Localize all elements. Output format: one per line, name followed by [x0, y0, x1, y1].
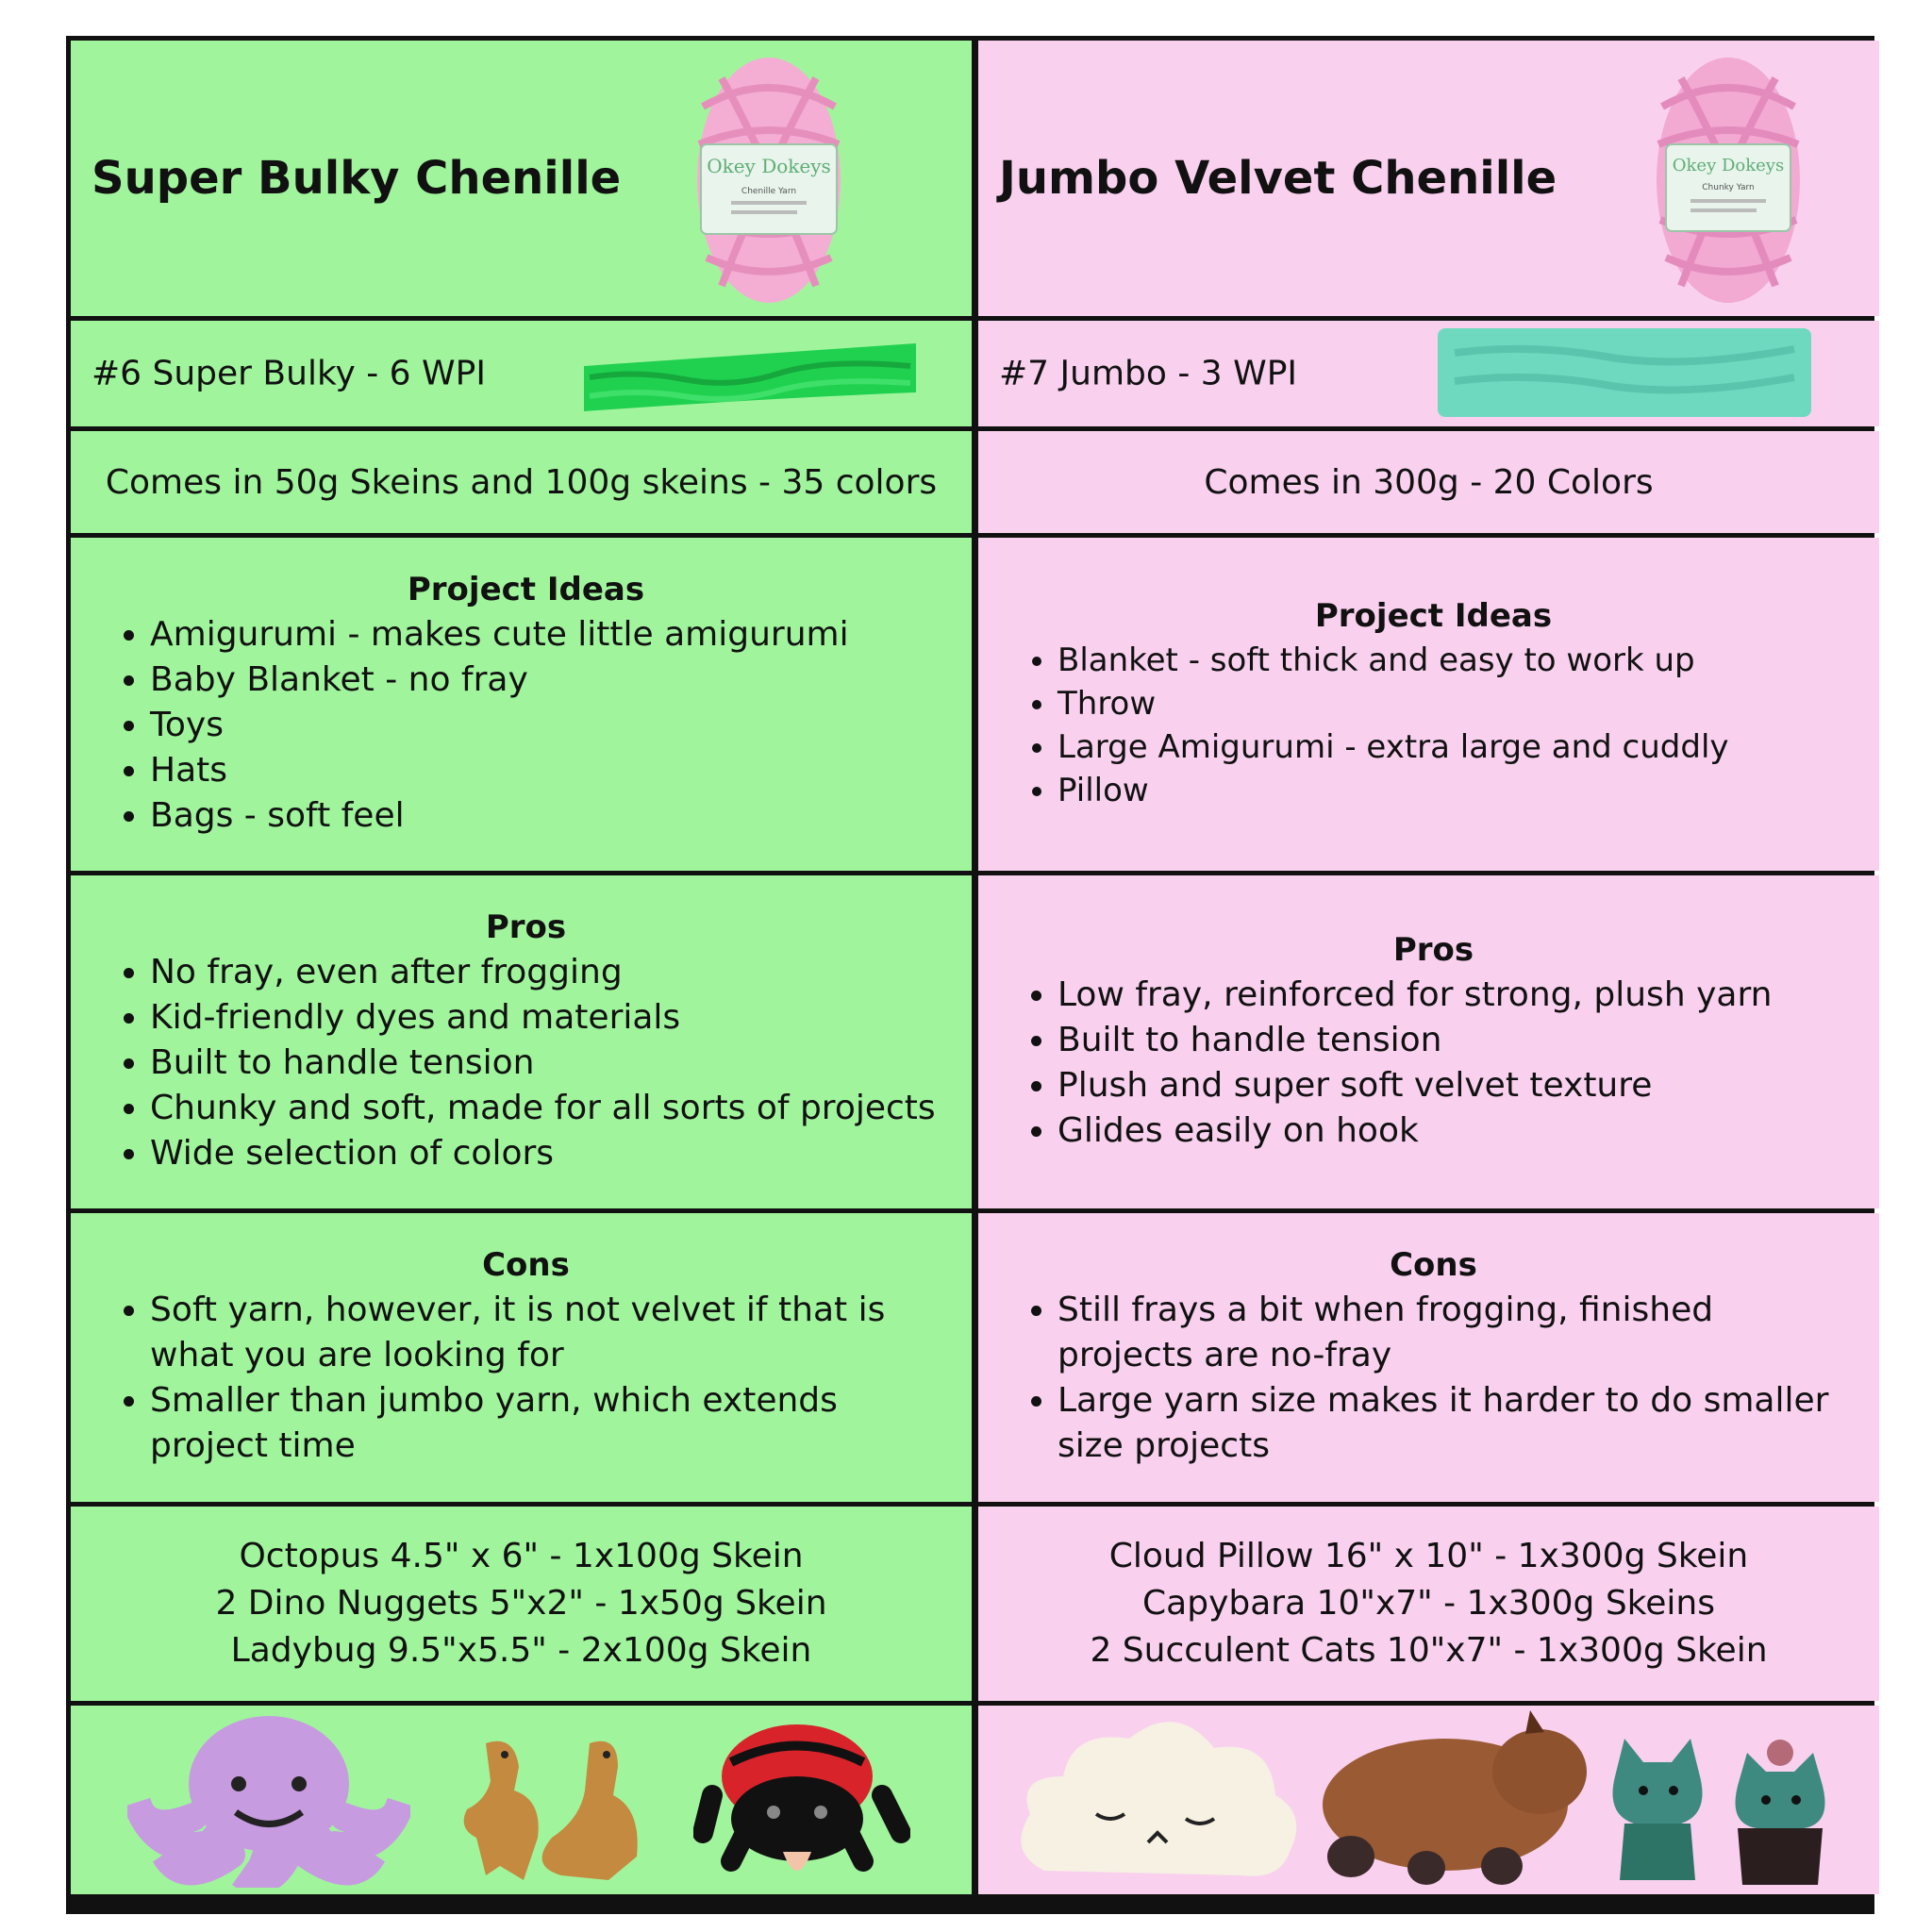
right-ideas-list: [1016, 639, 1851, 812]
left-examples-cell: [71, 1507, 972, 1701]
list-item: • No fray, even after frogging: [150, 950, 943, 995]
right-pros: [978, 875, 1879, 1208]
right-title: Jumbo Velvet Chenille: [999, 152, 1557, 205]
left-photos-cell: [71, 1706, 972, 1894]
list-item: • Plush and super soft velvet texture: [1058, 1063, 1851, 1108]
right-cons-heading: Cons: [1390, 1246, 1477, 1284]
left-cons-list: [108, 1288, 943, 1469]
right-pros-cell: [978, 875, 1879, 1208]
list-item: • Low fray, reinforced for strong, plush yarn: [1058, 973, 1851, 1018]
left-sizes: Comes in 50g Skeins and 100g skeins - 35 colors: [105, 462, 938, 502]
left-weight-cell: [71, 321, 972, 426]
left-skein-sublabel: Chenille Yarn: [741, 187, 797, 196]
left-cons: [71, 1213, 972, 1502]
list-item: • Built to handle tension: [1058, 1018, 1851, 1063]
right-skein-image: [1653, 50, 1804, 309]
list-item: • Pillow: [1058, 769, 1851, 812]
left-cons-heading: Cons: [482, 1246, 570, 1284]
example-line: Ladybug 9.5"x5.5" - 2x100g Skein: [230, 1631, 812, 1670]
list-item: • Bags - soft feel: [150, 793, 943, 839]
right-weight-cell: [978, 321, 1879, 426]
cloud-pillow-image: [1007, 1710, 1308, 1890]
right-cons-list: [1016, 1288, 1851, 1469]
left-ideas-heading: Project Ideas: [407, 570, 645, 608]
left-ideas-list: [108, 612, 943, 839]
list-item: • Hats: [150, 748, 943, 793]
list-item: • Large yarn size makes it harder to do smaller size projects: [1058, 1378, 1851, 1469]
example-line: 2 Dino Nuggets 5"x2" - 1x50g Skein: [215, 1584, 827, 1623]
list-item: • Smaller than jumbo yarn, which extends project time: [150, 1378, 943, 1469]
example-line: Capybara 10"x7" - 1x300g Skeins: [1142, 1584, 1715, 1623]
left-ideas-cell: [71, 538, 972, 871]
list-item: • Wide selection of colors: [150, 1131, 943, 1176]
list-item: • Toys: [150, 703, 943, 748]
example-line: 2 Succulent Cats 10"x7" - 1x300g Skein: [1090, 1631, 1768, 1670]
dino-nuggets-image: [448, 1724, 656, 1885]
right-examples: [1090, 1533, 1767, 1674]
right-sizes: Comes in 300g - 20 Colors: [1204, 462, 1654, 502]
left-title: Super Bulky Chenille: [92, 152, 622, 205]
list-item: • Glides easily on hook: [1058, 1108, 1851, 1154]
left-pros-list: [108, 950, 943, 1176]
right-skein-label: Okey Dokeys: [1672, 156, 1785, 175]
right-title-cell: [978, 41, 1879, 316]
example-line: Octopus 4.5" x 6" - 1x100g Skein: [239, 1537, 804, 1575]
list-item: • Baby Blanket - no fray: [150, 658, 943, 703]
list-item: • Kid-friendly dyes and materials: [150, 995, 943, 1041]
right-cons: [978, 1213, 1879, 1502]
left-examples: [215, 1533, 826, 1674]
left-skein-image: [693, 50, 844, 309]
left-skein-label: Okey Dokeys: [707, 155, 831, 177]
succulent-cats-image: [1606, 1720, 1860, 1890]
right-yarn-swatch: [1436, 325, 1813, 421]
example-line: Cloud Pillow 16" x 10" - 1x300g Skein: [1108, 1537, 1749, 1575]
left-title-cell: [71, 41, 972, 316]
left-sizes-cell: [71, 431, 972, 533]
left-pros-cell: [71, 875, 972, 1208]
list-item: • Still frays a bit when frogging, finished projects are no-fray: [1058, 1288, 1851, 1378]
left-yarn-swatch: [580, 338, 920, 413]
list-item: • Large Amigurumi - extra large and cuddly: [1058, 725, 1851, 769]
left-pros-heading: Pros: [485, 908, 567, 946]
left-weight: #6 Super Bulky - 6 WPI: [92, 354, 486, 393]
right-pros-heading: Pros: [1392, 930, 1474, 969]
right-cons-cell: [978, 1213, 1879, 1502]
right-examples-cell: [978, 1507, 1879, 1701]
right-sizes-cell: [978, 431, 1879, 533]
capybara-image: [1313, 1706, 1596, 1890]
right-ideas-heading: Project Ideas: [1314, 596, 1553, 635]
list-item: • Soft yarn, however, it is not velvet if that is what you are looking for: [150, 1288, 943, 1378]
right-ideas: [978, 538, 1879, 871]
left-pros: [71, 875, 972, 1208]
left-ideas: [71, 538, 972, 871]
right-ideas-cell: [978, 538, 1879, 871]
right-photos-cell: [978, 1706, 1879, 1894]
left-cons-cell: [71, 1213, 972, 1502]
comparison-table: [66, 36, 1874, 1914]
octopus-image: [127, 1713, 410, 1888]
right-pros-list: [1016, 973, 1851, 1154]
right-weight: #7 Jumbo - 3 WPI: [999, 354, 1298, 393]
right-skein-sublabel: Chunky Yarn: [1702, 183, 1755, 192]
list-item: • Chunky and soft, made for all sorts of projects: [150, 1086, 943, 1131]
ladybug-image: [693, 1710, 910, 1890]
list-item: • Throw: [1058, 682, 1851, 725]
list-item: • Amigurumi - makes cute little amigurumi: [150, 612, 943, 658]
list-item: • Blanket - soft thick and easy to work up: [1058, 639, 1851, 682]
list-item: • Built to handle tension: [150, 1041, 943, 1086]
